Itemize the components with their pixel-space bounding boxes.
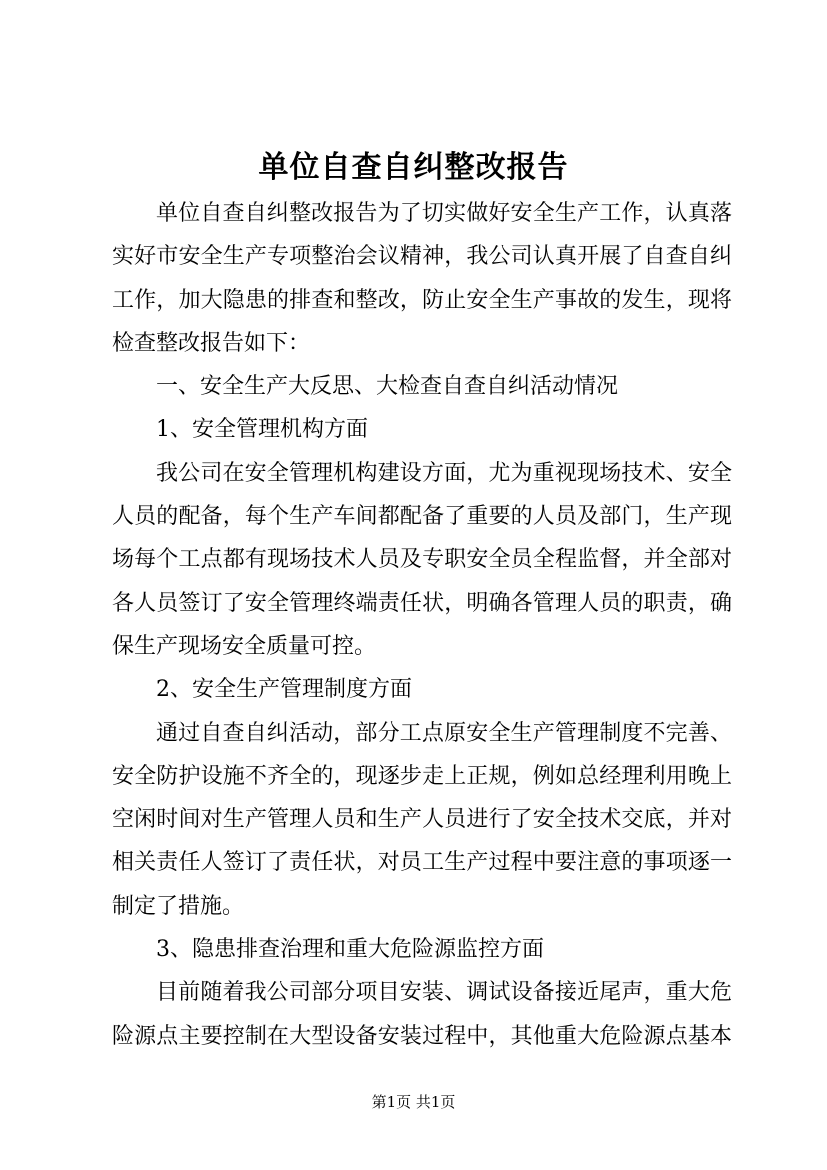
text-line: 人员的配备，每个生产车间都配备了重要的人员及部门，生产现: [112, 504, 732, 530]
text-line: 实好市安全生产专项整治会议精神，我公司认真开展了自查自纠: [112, 244, 732, 270]
text-line: 安全防护设施不齐全的，现逐步走上正规，例如总经理利用晚上: [112, 763, 732, 789]
text-line: 1、安全管理机构方面: [156, 417, 368, 443]
text-line: 一、安全生产大反思、大检查自查自纠活动情况: [156, 374, 619, 400]
text-line: 我公司在安全管理机构建设方面，尤为重视现场技术、安全: [156, 460, 732, 486]
text-line: 险源点主要控制在大型设备安装过程中，其他重大危险源点基本: [112, 1023, 732, 1049]
document-title: 单位自查自纠整改报告: [258, 150, 569, 185]
text-line: 目前随着我公司部分项目安装、调试设备接近尾声，重大危: [156, 980, 732, 1006]
document-body: [112, 192, 732, 1058]
text-line: 各人员签订了安全管理终端责任状，明确各管理人员的职责，确: [112, 590, 732, 616]
text-line: 工作，加大隐患的排查和整改，防止安全生产事故的发生，现将: [112, 287, 732, 313]
text-line: 通过自查自纠活动，部分工点原安全生产管理制度不完善、: [156, 720, 732, 746]
text-line: 单位自查自纠整改报告为了切实做好安全生产工作，认真落: [156, 201, 732, 226]
text-line: 制定了措施。: [112, 893, 245, 919]
text-line: 3、隐患排查治理和重大危险源监控方面: [156, 937, 544, 963]
text-line: 场每个工点都有现场技术人员及专职安全员全程监督，并全部对: [112, 547, 732, 573]
text-line: 保生产现场安全质量可控。: [112, 633, 377, 659]
text-line: 空闲时间对生产管理人员和生产人员进行了安全技术交底，并对: [112, 807, 732, 833]
text-line: 检查整改报告如下：: [112, 330, 311, 356]
text-line: 2、安全生产管理制度方面: [156, 677, 412, 703]
text-line: 相关责任人签订了责任状，对员工生产过程中要注意的事项逐一: [112, 850, 732, 876]
page-footer: 第1页 共1页: [371, 1093, 456, 1111]
